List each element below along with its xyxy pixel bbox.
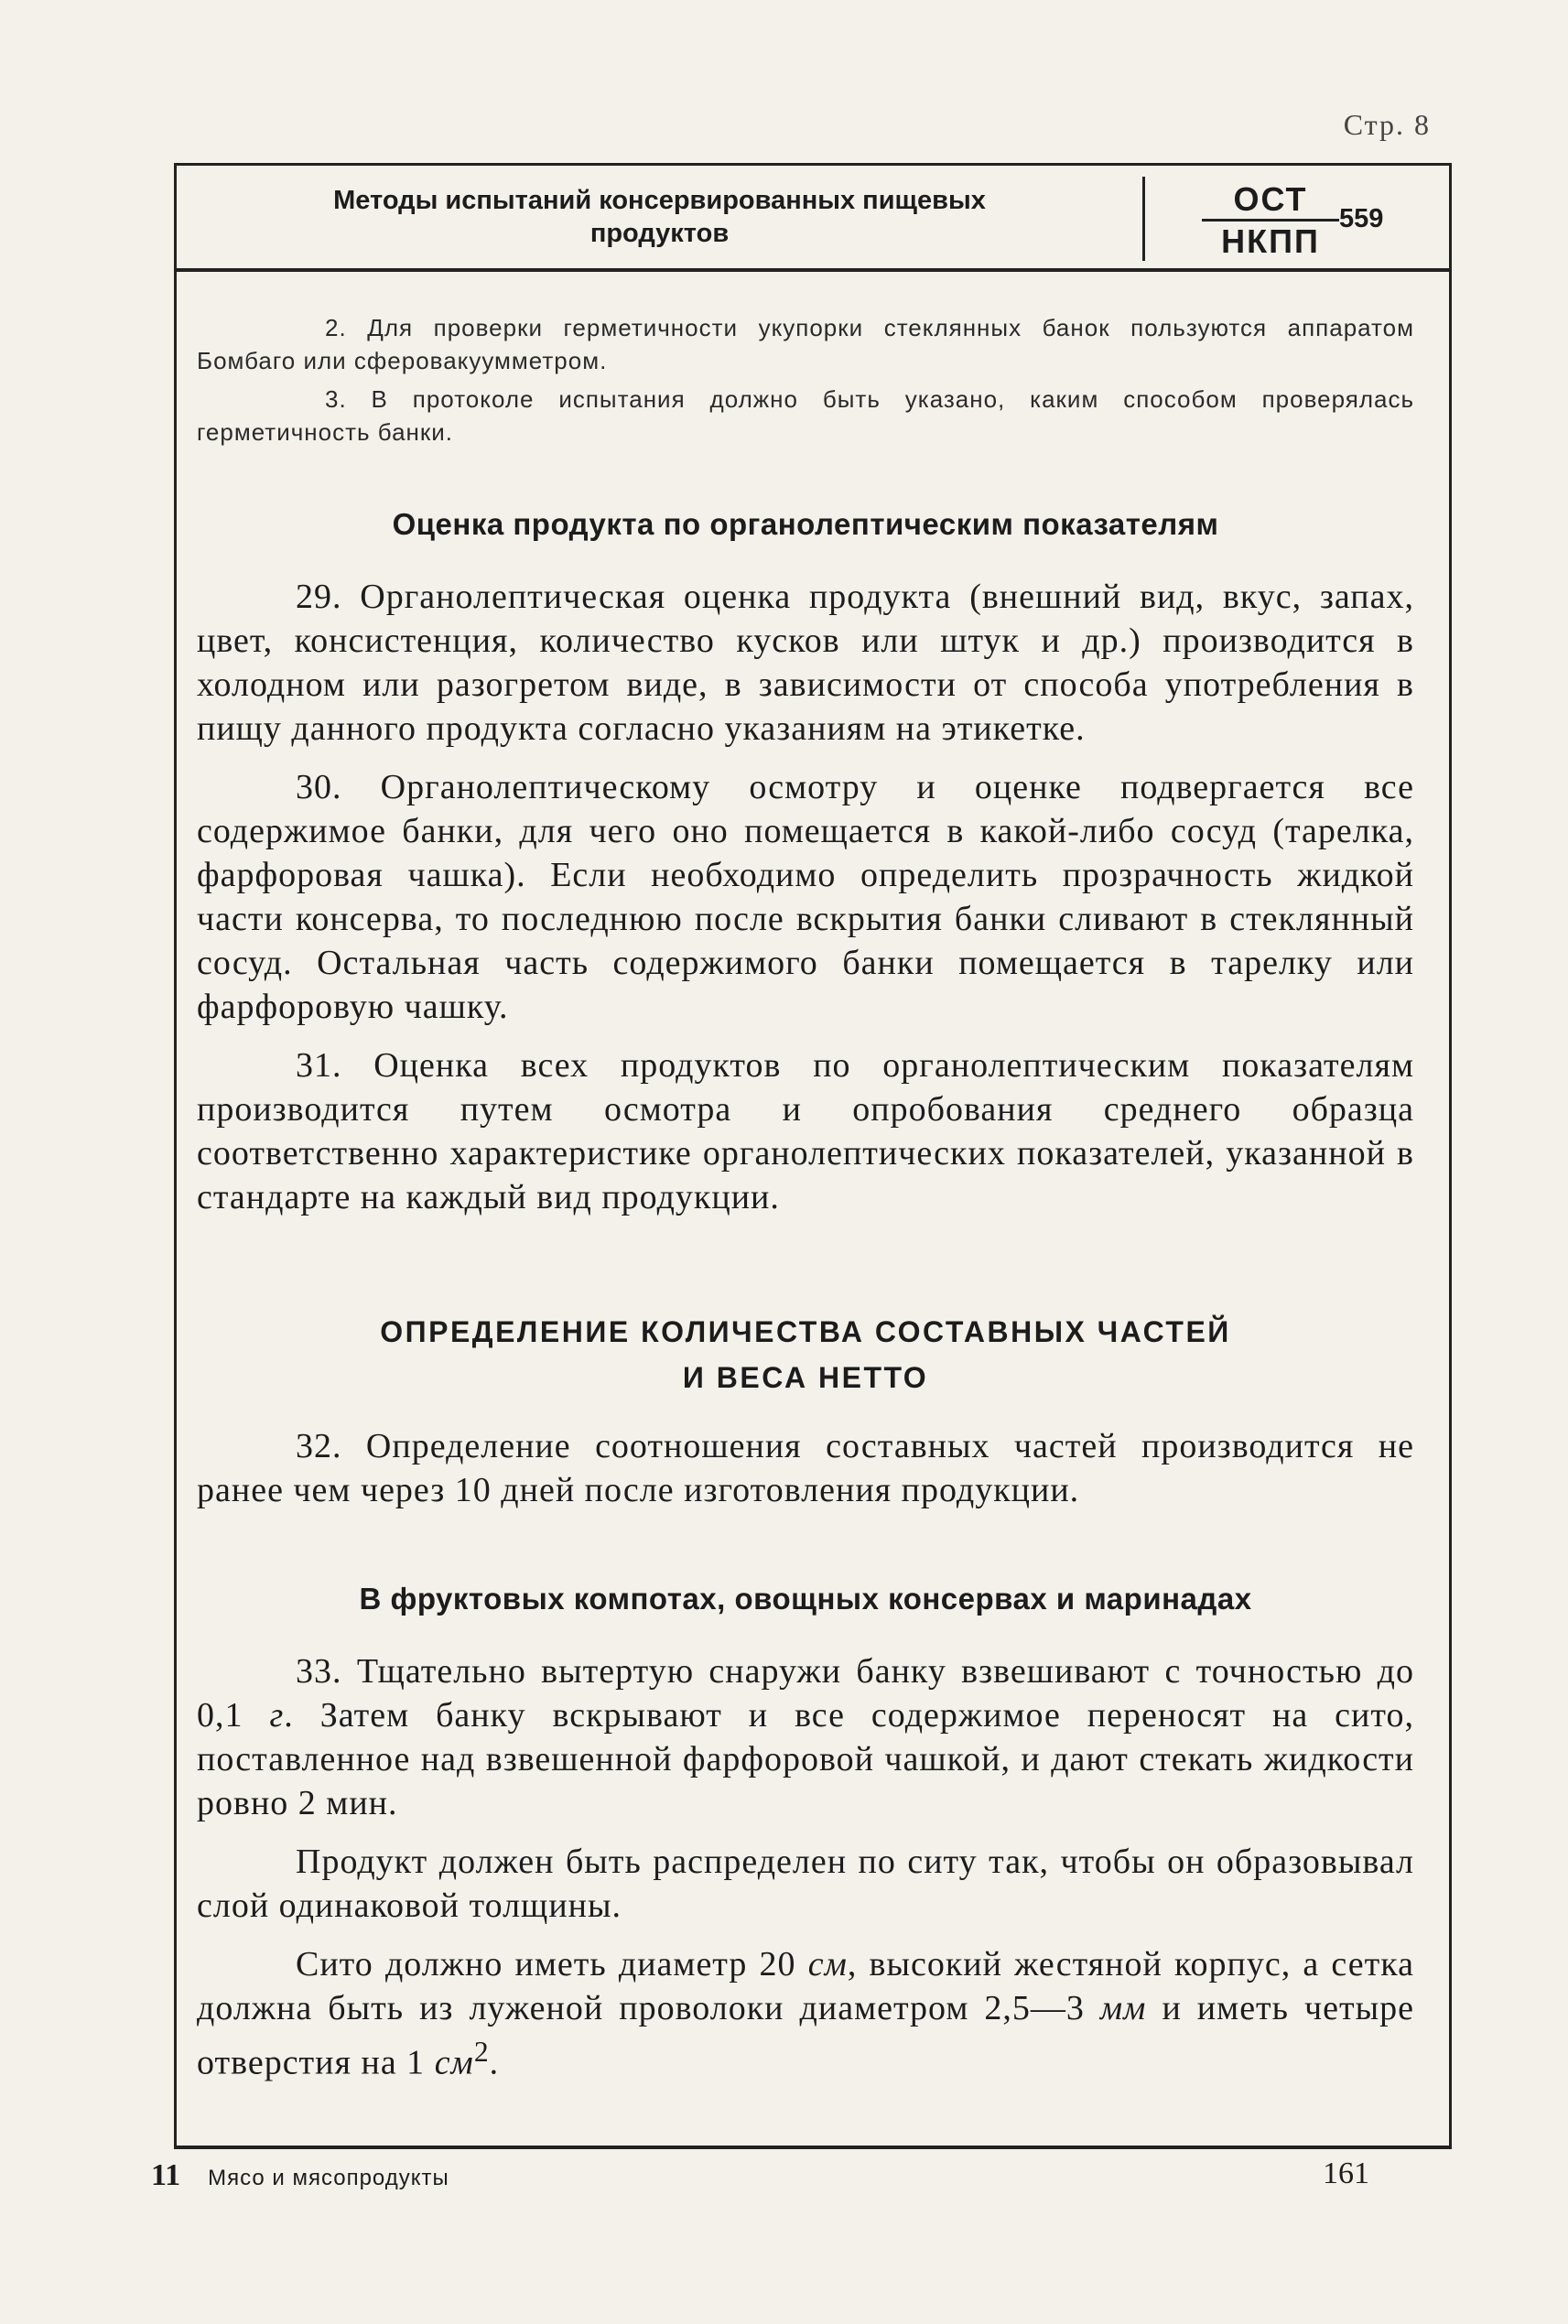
section-heading-line2: И ВЕСА НЕТТО	[682, 1361, 929, 1394]
paragraph-sieve: Сито должно иметь диаметр 20 см, высокий жестяной корпус, а сетка должна быть из луженой проволоки диаметром 2,5—3 мм и иметь четыре отверстия на 1 $см^2$.	[197, 1945, 1414, 2082]
page-number: Стр. 8	[1343, 108, 1431, 141]
standard-code-top: ОСТ	[1202, 182, 1339, 222]
unit-cm2: см	[434, 2043, 474, 2082]
paragraph-distribution: Продукт должен быть распределен по ситу так, чтобы он образовывал слой одинаковой толщины.	[197, 1843, 1414, 1925]
document-header	[177, 163, 1449, 272]
section-heading-composition	[197, 1309, 1414, 1400]
section-heading-compotes: В фруктовых компотах, овощных консервах и маринадах	[359, 1582, 1252, 1616]
unit-gram: г	[269, 1696, 285, 1735]
paragraph-29: 29. Органолептическая оценка продукта (внешний вид, вкус, запах, цвет, консистенция, количество кусков или штук и др.) производится в холодном или разогретом виде, в зависимости от способа употребления в пищу данного продукта согласно указаниям на этикетке.	[197, 578, 1414, 748]
paragraph-33: 33. Тщательно вытертую снаружи банку взвешивают с точностью до 0,1 г. Затем банку вскрывают и все содержимое переносят на сито, поставленное над взвешенной фарфоровой чашкой, и дают стекать жидкости ровно 2 мин.	[197, 1652, 1414, 1822]
header-title-line2: продуктов	[589, 219, 730, 248]
section-heading-line1: ОПРЕДЕЛЕНИЕ КОЛИЧЕСТВА СОСТАВНЫХ ЧАСТЕЙ	[380, 1315, 1231, 1348]
standard-number: 559	[1339, 204, 1384, 233]
unit-cm: см	[807, 1945, 848, 1984]
paragraph-30: 30. Органолептическому осмотру и оценке подвергается все содержимое банки, для чего оно помещается в какой-либо сосуд (тарелка, фарфоровая чашка). Если необходимо определить прозрачность жидкой части консерва, то последнюю после вскрытия банки сливают в стеклянный сосуд. Остальная часть содержимого банки помещается в тарелку или фарфоровую чашку.	[197, 768, 1414, 1026]
document-body	[197, 311, 1414, 2100]
paragraph-32: 32. Определение соотношения составных частей производится не ранее чем через 10 дней после изготовления продукции.	[197, 1427, 1414, 1509]
header-divider	[1142, 177, 1145, 261]
footer-collection: Мясо и мясопродукты	[208, 2166, 449, 2190]
header-title	[177, 166, 1142, 268]
standard-code-bottom: НКПП	[1221, 222, 1320, 260]
header-title-line1: Методы испытаний консервированных пищевых	[333, 186, 986, 215]
footer-page-number: 161	[1323, 2156, 1369, 2190]
unit-mm: мм	[1099, 1989, 1147, 2027]
section-heading-organoleptic: Оценка продукта по органолептическим показателям	[392, 507, 1219, 541]
paragraph-31: 31. Оценка всех продуктов по органолептическим показателям производится путем осмотра и опробования среднего образца соответственно характеристике органолептических показателей, указанной в стандарте на каждый вид продукции.	[197, 1046, 1414, 1216]
standard-code	[1202, 182, 1339, 260]
footer-signature: 11 Мясо и мясопродукты	[151, 2158, 449, 2192]
note-paragraph: 2. Для проверки герметичности укупорки стеклянных банок пользуются аппаратом Бомбаго или сферовакуумметром.	[197, 314, 1414, 374]
note-paragraph: 3. В протоколе испытания должно быть указано, каким способом проверялась герметичность банки.	[197, 385, 1414, 446]
